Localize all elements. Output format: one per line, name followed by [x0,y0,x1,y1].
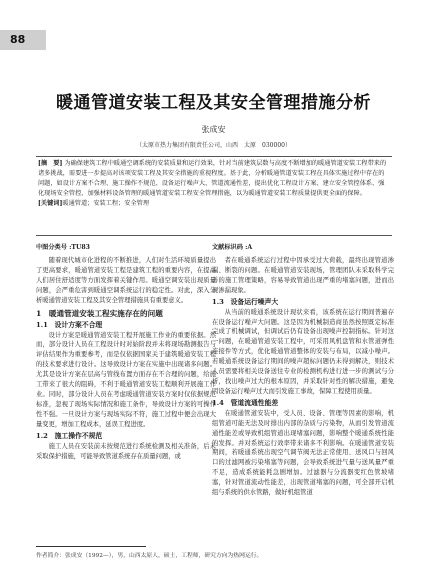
author-affiliation: （太原市热力集团有限责任公司，山西 太原 030000） [136,142,291,149]
abstract-text: 为确保建筑工程中暖通空调系统的安装质量和运行效果，针对当前建筑层数与高度不断增加的暖通管道安装工程带来的诸多挑战，需要进一步提高对该项安装工程及其安全措施的重视程度。基于此，分析暖通管道安装工程在具体实施过程中存在的问题，如设计方案不合理、施工操作不规范、设备运行噪声大、管道流通性差，提出优化工程设计方案、建立安全管控体系、强化现场安全管控、加强材料设备管理的暖通管道安装工程安全管理措施，以为暖通管道安装工程质量提供更全面的保障。 [38,160,387,197]
keywords-line [38,199,390,209]
abstract-label: [摘 要] [38,160,63,167]
body-column-left [36,256,216,526]
page-number: 88 [0,30,46,50]
article-title: 暖通管道安装工程及其安全管理措施分析 [56,93,371,113]
body-paragraph: 者在暖通系统运行过程中因承受过大荷载，最终出现管道渗漏、断裂的问题。在暖通管道安装现场，管理团队未采取科学完善的施工管理策略，容易导致管道出现严重的堵塞问题，进而出现渗漏现象。 [212,257,394,294]
section-heading: 1 暖通管道安装工程实施存在的问题 [36,308,163,318]
document-code: 文献标识码 :A [212,244,253,251]
body-paragraph: 随着现代城市化进程的不断推进，人们对生活环境质量提出了更高要求，暖通管道安装工程是建筑工程的重要内容，在提高人们居住舒适度等方面发挥着关键作用。暖通空调安装出现质量问题，会严重危害到暖通空调系统运行的稳定性。对此，深入分析暖通管道安装工程及其安全管理措施具有重要意义。 [36,257,216,304]
author-footnote: 作者简介：张成安（1992—），男，山西太原人，硕士，工程师，研究方向为热网运行。 [36,553,263,559]
body-column-right [212,256,394,526]
clc-number: 中图分类号 :TU83 [36,244,90,251]
author-name: 张成安 [201,125,226,134]
keywords-text: 暖通管道；安装工程；安全管理 [62,200,150,207]
footnote-divider [36,546,146,547]
subsection-heading: 1.1 设计方案不合理 [36,320,103,329]
keywords-label: [关键词] [38,200,63,207]
subsection-heading: 1.2 施工操作不规范 [36,431,103,440]
body-paragraph: 在暖通管道安装中，受人员、设备、管理等因素的影响，机组管道可能无法及时排出内部的杂质与污染物，从而引发管道流通性能差或导致机组管道出现堵塞问题，影响整个暖通系统性能的发挥。并对系统运行效率带来诸多不利影响。在暖通管道安装期间，若暖通系统出现空气调节阀无法正常使用、送风口与回风口的过滤网被污染堵塞等问题，会导致系统进气量与送风量严重不足，造成系统能耗急剧增加。过滤器与分流器变红色管坡堵塞，针对管道流动性能差，出现管道堵塞的问题，可全部开启机组与系统的供水管路，做好机组管道 [212,409,394,497]
body-paragraph: 设计方案是暖通管道安装工程开展施工作业的重要依据。然而，部分设计人员在工程设计时对始阶段并未将现场勘测报告与评估结果作为重要参考，而是仅依据国家关于建筑暖通安装工程的技术要求进行设计。这导致设计方案在实施中出现诸多问题。尤其是设计方案在层高与管线布置方面存在不合理的问题，给施工带来了很大的阻碍，不利于暖通管道安装工程顺利开展施工作业。同时，部分设计人员在考虑暖通管道安装方案时仅依据规范标准，忽视了现场实际情况和施工条件，导致设计方案的可操作性不强。一旦设计方案与现场实际不符，施工过程中便会出现大量变更，增加工程成本，延误工程进度。 [36,331,216,428]
body-paragraph: 施工人员在安装前未按规范进行系统检测及相关准备，后未采取保护措施，可能导致管道系统存在质量问题，或 [36,442,216,460]
subsection-heading: 1.4 管道流通性能差 [212,398,279,407]
body-paragraph: 从当前的暖通系统设计现状来看，该系统在运行期间普遍存在设备运行噪声大问题。这是因为机械制造商虽然按照既定标准完成了机械调试，但调试后仍有设备出现噪声控制指标。针对这一问题，在暖通管道安装工程中，可采用风机盘管和水管道弹性连接件等方式，优化暖通管道整体的安装与布局，以减小噪声。若暖通系统设备运行期间的噪声超标问题仍未得到解决，则技术人员需要将相关设备送往专业的检测机构进行进一步的测试与分析，找出噪声过大的根本原因，并采取针对性的解决措施，避免因设备运行噪声过大而引发施工事故，保障工程使用质量。 [212,308,394,395]
subsection-heading: 1.3 设备运行噪声大 [212,297,279,306]
abstract-box [36,156,392,236]
